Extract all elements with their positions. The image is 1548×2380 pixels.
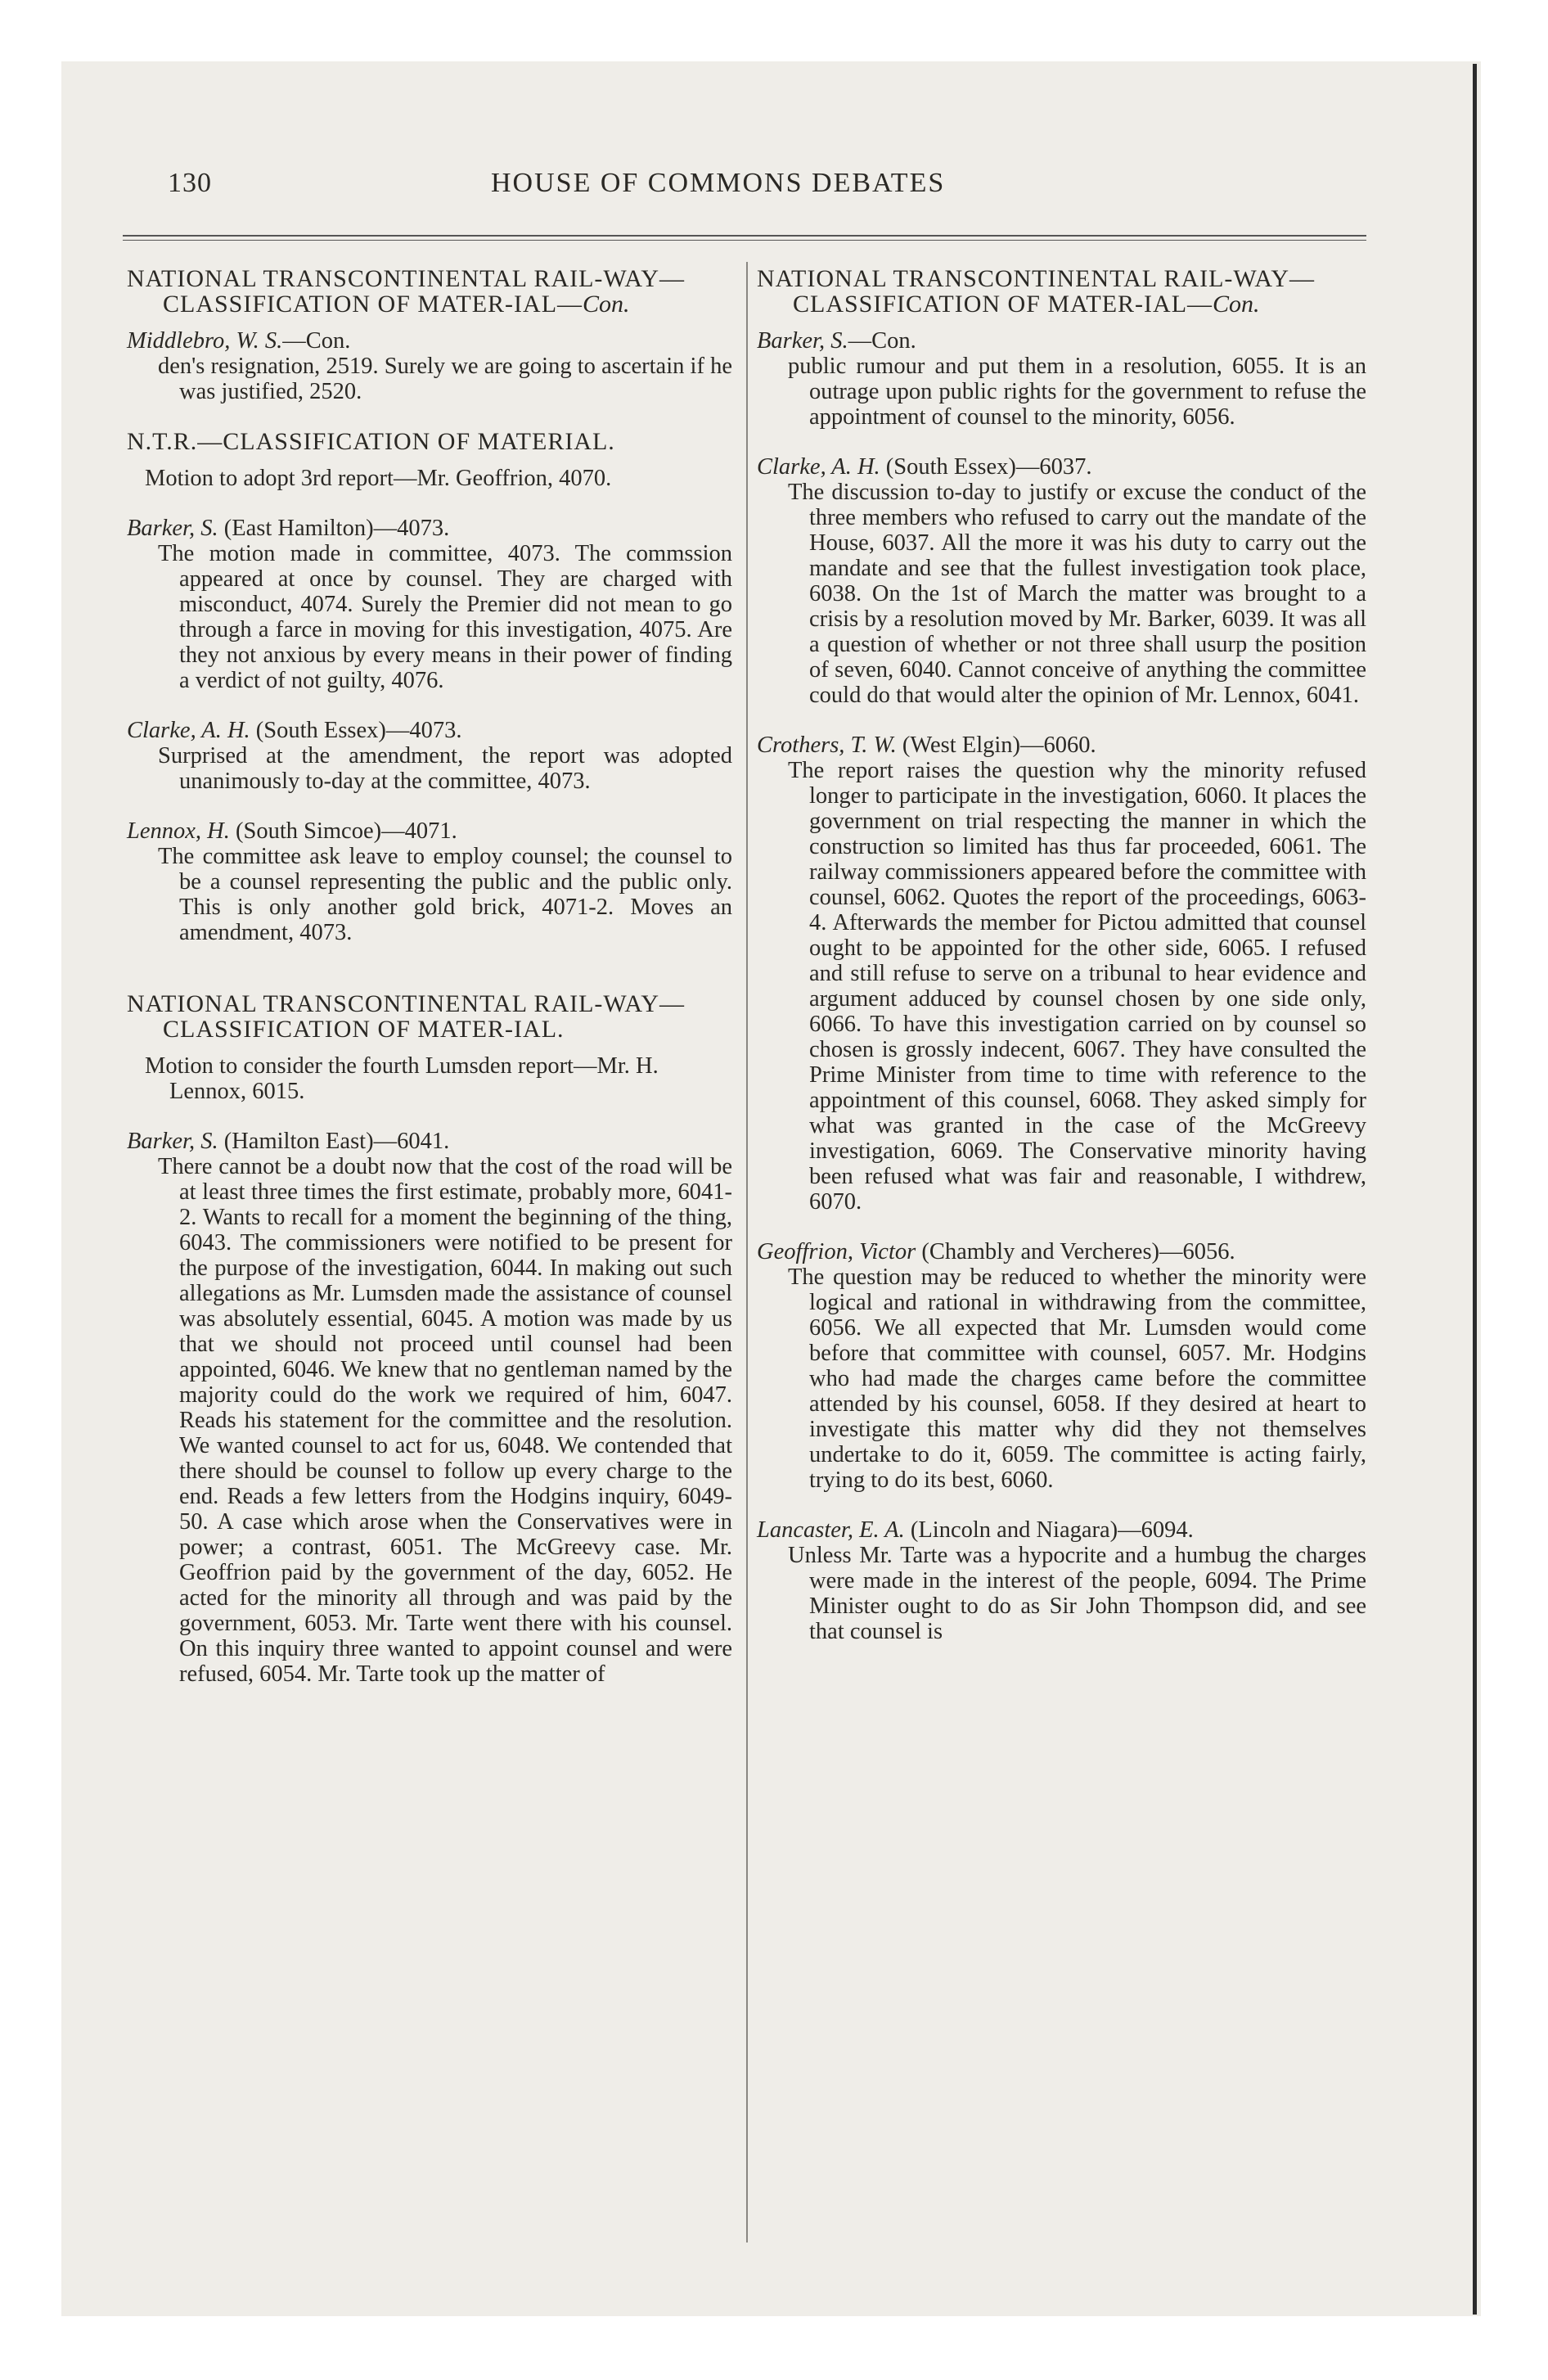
speaker-name: Middlebro, W. S. bbox=[127, 328, 283, 354]
speech-summary: public rumour and put them in a resolution, 6055. It is an outrage upon public rights for the government to refuse the appointment of counsel to the minority, 6056. bbox=[788, 354, 1366, 430]
speaker-riding: (Chambly and Vercheres)—6056. bbox=[921, 1239, 1235, 1264]
speaker-line bbox=[127, 516, 732, 541]
scan-edge bbox=[1473, 64, 1477, 2315]
speaker-riding: —Con. bbox=[282, 328, 351, 354]
motion-text: Motion to adopt 3rd report—Mr. Geoffrion, 4070. bbox=[145, 466, 612, 491]
speech-summary: Unless Mr. Tarte was a hypocrite and a humbug the charges were made in the interest of the people, 6094. The Prime Minister ought to do as Sir John Thompson did, and see that counsel is bbox=[788, 1543, 1366, 1644]
running-title: HOUSE OF COMMONS DEBATES bbox=[491, 168, 946, 198]
speaker-name: Geoffrion, Victor bbox=[757, 1239, 916, 1264]
right-column bbox=[757, 266, 1366, 1669]
speaker-line bbox=[127, 818, 732, 844]
speaker-line bbox=[757, 1239, 1366, 1264]
heading-text: NATIONAL TRANSCONTINENTAL RAIL-WAY—CLASSIFICATION OF MATER-IAL— bbox=[127, 265, 685, 318]
speech-summary: The discussion to-day to justify or excuse the conduct of the three members who refused to carry out the mandate of the House, 6037. All the more it was his duty to carry out the mandate and see that the fullest investigation took place, 6038. On the 1st of March the matter was brought to a crisis by a resolution moved by Mr. Barker, 6039. It was all a question of whether or not three shall usurp the position of seven, 6040. Cannot conceive of anything the committee could do that would alter the opinion of Mr. Lennox, 6041. bbox=[788, 480, 1366, 708]
left-column bbox=[127, 266, 732, 1711]
speaker-name: Barker, S. bbox=[127, 1129, 218, 1154]
speaker-riding: (East Hamilton)—4073. bbox=[223, 516, 450, 541]
section-heading: NATIONAL TRANSCONTINENTAL RAIL-WAY—CLASSIFICATION OF MATER-IAL. bbox=[127, 990, 685, 1043]
motion-text: Motion to consider the fourth Lumsden report—Mr. H. Lennox, 6015. bbox=[145, 1053, 659, 1104]
speaker-line bbox=[757, 1517, 1366, 1543]
speech-summary: den's resignation, 2519. Surely we are going to ascertain if he was justified, 2520. bbox=[158, 354, 732, 404]
speaker-line bbox=[127, 328, 732, 354]
speaker-line bbox=[757, 454, 1366, 480]
section-heading: N.T.R.—CLASSIFICATION OF MATERIAL. bbox=[127, 428, 615, 455]
speaker-riding: (Lincoln and Niagara)—6094. bbox=[910, 1517, 1194, 1543]
header-rule-right bbox=[655, 235, 1366, 241]
speaker-name: Lennox, H. bbox=[127, 818, 230, 844]
header-rule-left bbox=[123, 235, 655, 241]
speaker-riding: (South Essex)—4073. bbox=[255, 718, 462, 743]
speaker-riding: —Con. bbox=[848, 328, 916, 354]
speaker-riding: (Hamilton East)—6041. bbox=[223, 1129, 450, 1154]
page-number: 130 bbox=[168, 168, 212, 198]
speaker-name: Barker, S. bbox=[127, 516, 218, 541]
speaker-line bbox=[757, 732, 1366, 758]
speaker-name: Crothers, T. W. bbox=[757, 732, 897, 758]
speaker-line bbox=[127, 1129, 732, 1154]
speaker-line bbox=[127, 718, 732, 743]
speaker-riding: (South Essex)—6037. bbox=[885, 454, 1092, 480]
heading-continued: Con. bbox=[583, 291, 630, 318]
speech-summary: There cannot be a doubt now that the cost of the road will be at least three times the first estimate, probably more, 6041-2. Wants to recall for a moment the beginning of the thing, 6043. The commissioners were notified to be present for the purpose of the investigation, 6044. In making out such allegations as Mr. Lumsden made the assistance of counsel was absolutely essential, 6045. A motion was made by us that we should not proceed until counsel had been appointed, 6046. We knew that no gentleman named by the majority could do the work we required of him, 6047. Reads his statement for the committee and the resolution. We wanted counsel to act for us, 6048. We contended that there should be counsel to follow up every charge to the end. Reads a few letters from the Hodgins inquiry, 6049-50. A case which arose when the Conservatives were in power; a contrast, 6051. The McGreevy case. Mr. Geoffrion paid by the government of the day, 6052. He acted for the minority all through and was paid by the government, 6053. Mr. Tarte went there with his counsel. On this inquiry three wanted to appoint counsel and were refused, 6054. Mr. Tarte took up the matter of bbox=[158, 1154, 732, 1687]
speech-summary: The report raises the question why the minority refused longer to participate in the investigation, 6060. It places the government on trial respecting the manner in which the construction so limited has thus far proceeded, 6061. The railway commissioners appeared before the committee with counsel, 6062. Quotes the report of the proceedings, 6063-4. Afterwards the member for Pictou admitted that counsel ought to be appointed for the other side, 6065. I refused and still refuse to serve on a tribunal to hear evidence and argument adduced by counsel chosen by one side only, 6066. To have this investigation carried on by counsel so chosen is grossly indecent, 6067. They have consulted the Prime Minister from time to time with reference to the appointment of this counsel, 6068. They asked simply for what was granted in the case of the McGreevy investigation, 6069. The Conservative minority having been refused what was fair and reasonable, I withdrew, 6070. bbox=[788, 758, 1366, 1215]
column-divider bbox=[746, 262, 748, 2243]
speech-summary: The committee ask leave to employ counsel; the counsel to be a counsel representing the public and the public only. This is only another gold brick, 4071-2. Moves an amendment, 4073. bbox=[158, 844, 732, 945]
speaker-name: Barker, S. bbox=[757, 328, 848, 354]
section-heading bbox=[757, 266, 1366, 317]
speaker-name: Lancaster, E. A. bbox=[757, 1517, 905, 1543]
heading-text: NATIONAL TRANSCONTINENTAL RAIL-WAY—CLASSIFICATION OF MATER-IAL— bbox=[757, 265, 1315, 318]
speech-summary: The question may be reduced to whether the minority were logical and rational in withdrawing from the committee, 6056. We all expected that Mr. Lumsden would come before that committee with counsel, 6057. Mr. Hodgins who had made the charges came before the committee attended by his counsel, 6058. If they desired at heart to investigate this matter why did they not themselves undertake to do it, 6059. The committee is acting fairly, trying to do its best, 6060. bbox=[788, 1264, 1366, 1493]
speech-summary: Surprised at the amendment, the report was adopted unanimously to-day at the committee, 4073. bbox=[158, 743, 732, 794]
speaker-riding: (West Elgin)—6060. bbox=[902, 732, 1096, 758]
speaker-riding: (South Simcoe)—4071. bbox=[235, 818, 457, 844]
heading-continued: Con. bbox=[1213, 291, 1260, 318]
speaker-name: Clarke, A. H. bbox=[127, 718, 250, 743]
speaker-name: Clarke, A. H. bbox=[757, 454, 880, 480]
spacer bbox=[127, 970, 732, 991]
speaker-line bbox=[757, 328, 1366, 354]
section-heading bbox=[127, 266, 732, 317]
speech-summary: The motion made in committee, 4073. The commssion appeared at once by counsel. They are charged with misconduct, 4074. Surely the Premier did not mean to go through a farce in moving for this investigation, 4075. Are they not anxious by every means in their power of finding a verdict of not guilty, 4076. bbox=[158, 541, 732, 693]
